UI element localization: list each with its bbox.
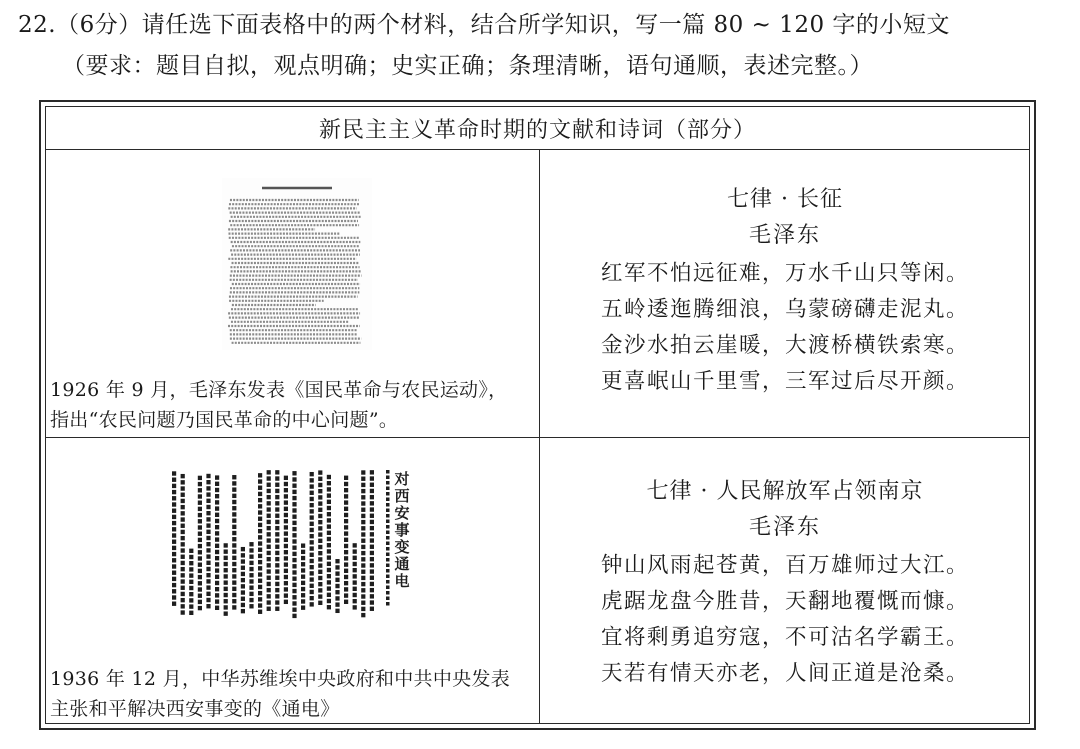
table-title: 新民主主义革命时期的文献和诗词（部分） <box>46 107 1029 150</box>
document-1936-caption: 1936 年 12 月，中华苏维埃中央政府和中共中央发表主张和平解决西安事变的《通电》 <box>50 668 511 720</box>
poem-line: 金沙水拍云崖暖，大渡桥横铁索寒。 <box>600 333 969 358</box>
poem-line: 五岭逶迤腾细浪，乌蒙磅礴走泥丸。 <box>600 297 969 322</box>
poem-author: 毛泽东 <box>748 515 821 540</box>
svg-text:电: 电 <box>394 572 410 590</box>
poem-line: 钟山风雨起苍黄，百万雄师过大江。 <box>600 553 969 578</box>
poem-line: 天若有情天亦老，人间正道是沧桑。 <box>600 661 969 686</box>
poem-long-march <box>541 182 1029 400</box>
svg-text:西: 西 <box>394 487 410 505</box>
poem-line: 宜将剩勇追穷寇，不可沽名学霸王。 <box>600 625 969 650</box>
poem-nanjing <box>541 474 1029 692</box>
svg-text:对: 对 <box>394 470 410 488</box>
document-1936-image <box>164 466 424 626</box>
poem-line: 虎踞龙盘今胜昔，天翻地覆慨而慷。 <box>600 589 969 614</box>
materials-table <box>39 100 1036 730</box>
poem-author: 毛泽东 <box>748 223 821 248</box>
cell-document-1926 <box>46 150 539 437</box>
poem-title: 七律 · 人民解放军占领南京 <box>646 479 924 504</box>
poem-line: 红军不怕远征难，万水千山只等闲。 <box>600 261 969 286</box>
svg-text:变: 变 <box>394 538 410 556</box>
cell-poem-long-march <box>541 150 1029 437</box>
cell-poem-nanjing <box>541 438 1029 723</box>
question-block <box>18 8 1068 83</box>
document-1936-vertical-title <box>386 470 410 606</box>
cell-document-1936 <box>46 438 539 723</box>
svg-text:通: 通 <box>394 555 410 573</box>
question-prompt: 22.（6分）请任选下面表格中的两个材料，结合所学知识，写一篇 80 ~ 120 字的小短文 <box>18 12 950 38</box>
poem-title: 七律 · 长征 <box>727 187 843 212</box>
svg-text:安: 安 <box>394 504 410 522</box>
document-1926-caption: 1926 年 9 月，毛泽东发表《国民革命与农民运动》，指出“农民问题乃国民革命的中心问题”。 <box>50 379 508 431</box>
svg-text:事: 事 <box>394 521 410 539</box>
poem-line: 更喜岷山千里雪，三军过后尽开颜。 <box>600 369 969 394</box>
question-requirements: （要求：题目自拟，观点明确；史实正确；条理清晰，语句通顺，表述完整。） <box>62 53 873 79</box>
document-1926-image <box>222 178 372 350</box>
